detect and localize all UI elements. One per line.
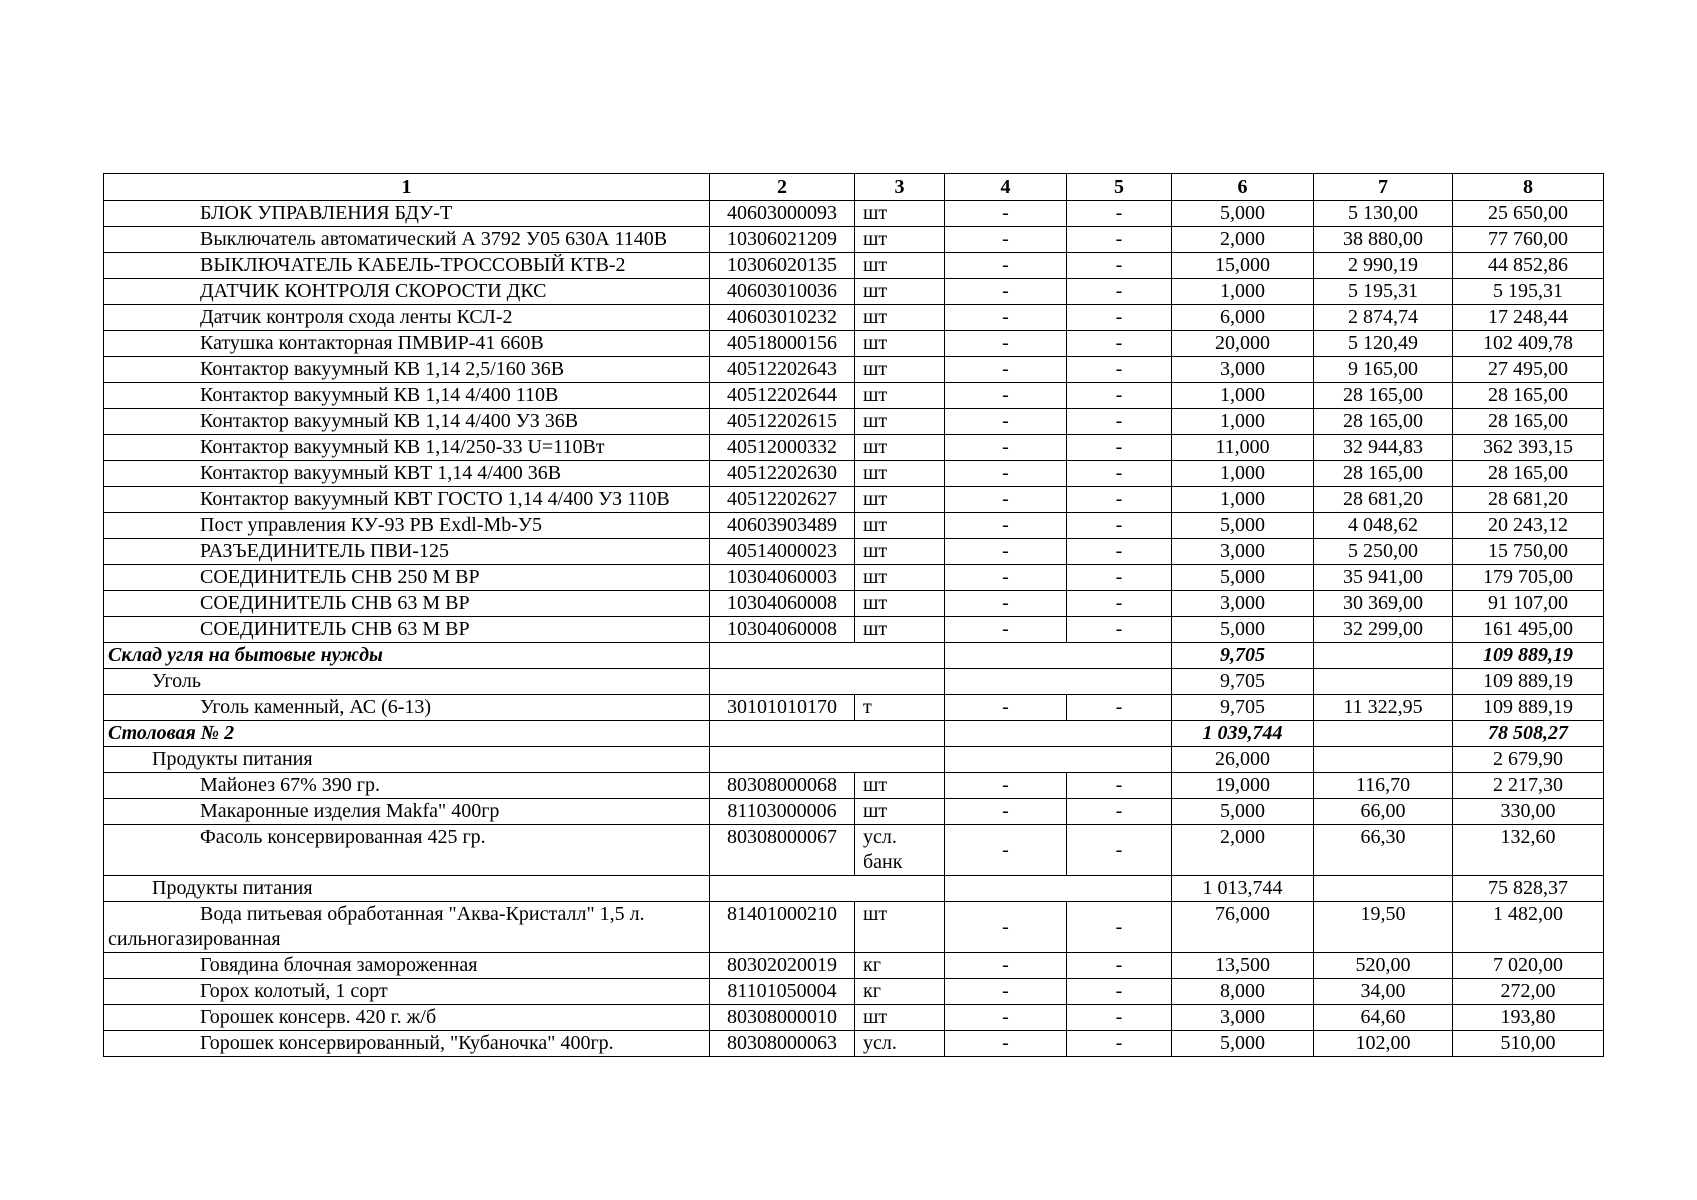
item-quantity: 3,000: [1172, 591, 1314, 617]
item-col4: -: [945, 591, 1067, 617]
item-sum: 17 248,44: [1453, 305, 1604, 331]
group-row: [104, 669, 1604, 695]
item-price: 9 165,00: [1314, 357, 1453, 383]
inventory-table: [103, 173, 1604, 1057]
item-col5: -: [1067, 953, 1172, 979]
group-row: [104, 876, 1604, 902]
item-price: 28 165,00: [1314, 383, 1453, 409]
item-col4: -: [945, 1005, 1067, 1031]
item-col4: -: [945, 331, 1067, 357]
table-row: [104, 953, 1604, 979]
item-col4: -: [945, 383, 1067, 409]
group-title: Продукты питания: [104, 747, 710, 773]
item-sum: 44 852,86: [1453, 253, 1604, 279]
item-price: 66,30: [1314, 825, 1453, 876]
item-col5: -: [1067, 383, 1172, 409]
item-name: БЛОК УПРАВЛЕНИЯ БДУ-Т: [104, 201, 710, 227]
table-row: [104, 617, 1604, 643]
item-name: Макаронные изделия Makfa" 400гр: [104, 799, 710, 825]
item-quantity: 2,000: [1172, 227, 1314, 253]
column-header: 2: [710, 174, 855, 201]
item-price: 66,00: [1314, 799, 1453, 825]
item-quantity: 1,000: [1172, 487, 1314, 513]
item-name: ДАТЧИК КОНТРОЛЯ СКОРОСТИ ДКС: [104, 279, 710, 305]
item-col5: -: [1067, 565, 1172, 591]
item-name: Катушка контакторная ПМВИР-41 660В: [104, 331, 710, 357]
table-row: [104, 1005, 1604, 1031]
item-unit: шт: [855, 461, 945, 487]
section-sum: 109 889,19: [1453, 643, 1604, 669]
item-name: Контактор вакуумный КВ 1,14 4/400 УЗ 36В: [104, 409, 710, 435]
item-col5: -: [1067, 1031, 1172, 1057]
column-header: 4: [945, 174, 1067, 201]
item-unit: т: [855, 695, 945, 721]
item-name: Уголь каменный, АС (6-13): [104, 695, 710, 721]
item-sum: 161 495,00: [1453, 617, 1604, 643]
item-code: 40603903489: [710, 513, 855, 539]
group-row: [104, 747, 1604, 773]
item-quantity: 5,000: [1172, 513, 1314, 539]
item-price: 19,50: [1314, 902, 1453, 953]
item-code: 40603010232: [710, 305, 855, 331]
item-unit: шт: [855, 773, 945, 799]
table-row: [104, 279, 1604, 305]
item-col4: -: [945, 435, 1067, 461]
item-price: 5 120,49: [1314, 331, 1453, 357]
item-col5: -: [1067, 695, 1172, 721]
item-col5: -: [1067, 979, 1172, 1005]
table-row: [104, 201, 1604, 227]
item-col5: -: [1067, 331, 1172, 357]
item-name: Майонез 67% 390 гр.: [104, 773, 710, 799]
empty-cell: [710, 643, 945, 669]
group-sum: 109 889,19: [1453, 669, 1604, 695]
item-col4: -: [945, 305, 1067, 331]
item-col5: -: [1067, 487, 1172, 513]
item-unit: шт: [855, 201, 945, 227]
column-header: 5: [1067, 174, 1172, 201]
item-col4: -: [945, 799, 1067, 825]
item-name: Датчик контроля схода ленты КСЛ-2: [104, 305, 710, 331]
item-col4: -: [945, 461, 1067, 487]
table-row: [104, 253, 1604, 279]
item-code: 40512202615: [710, 409, 855, 435]
item-quantity: 5,000: [1172, 799, 1314, 825]
item-code: 10304060008: [710, 617, 855, 643]
item-quantity: 3,000: [1172, 1005, 1314, 1031]
item-quantity: 9,705: [1172, 695, 1314, 721]
item-quantity: 20,000: [1172, 331, 1314, 357]
item-col4: -: [945, 902, 1067, 953]
item-name: Контактор вакуумный КВ 1,14/250-33 U=110Вт: [104, 435, 710, 461]
item-price: 32 299,00: [1314, 617, 1453, 643]
table-row: [104, 487, 1604, 513]
empty-cell: [945, 747, 1172, 773]
table-row: [104, 825, 1604, 876]
item-price: 5 250,00: [1314, 539, 1453, 565]
item-col5: -: [1067, 539, 1172, 565]
item-col5: -: [1067, 513, 1172, 539]
item-name: Горошек консервированный, "Кубаночка" 400гр.: [104, 1031, 710, 1057]
item-sum: 5 195,31: [1453, 279, 1604, 305]
item-name: Пост управления КУ-93 РВ Exdl-Mb-У5: [104, 513, 710, 539]
item-price: 11 322,95: [1314, 695, 1453, 721]
empty-cell: [710, 747, 945, 773]
item-col5: -: [1067, 305, 1172, 331]
item-sum: 28 165,00: [1453, 461, 1604, 487]
item-code: 80308000067: [710, 825, 855, 876]
table-row: [104, 383, 1604, 409]
empty-cell: [710, 721, 945, 747]
item-code: 40603010036: [710, 279, 855, 305]
empty-cell: [945, 643, 1172, 669]
item-price: 116,70: [1314, 773, 1453, 799]
item-unit: усл. банк: [855, 825, 945, 876]
item-quantity: 5,000: [1172, 565, 1314, 591]
item-col4: -: [945, 565, 1067, 591]
item-name: Горох колотый, 1 сорт: [104, 979, 710, 1005]
item-unit: шт: [855, 409, 945, 435]
item-col4: -: [945, 539, 1067, 565]
item-quantity: 76,000: [1172, 902, 1314, 953]
empty-cell: [1314, 669, 1453, 695]
section-row: [104, 643, 1604, 669]
item-sum: 15 750,00: [1453, 539, 1604, 565]
item-unit: шт: [855, 1005, 945, 1031]
item-unit: шт: [855, 305, 945, 331]
item-price: 38 880,00: [1314, 227, 1453, 253]
item-col4: -: [945, 695, 1067, 721]
item-code: 10306020135: [710, 253, 855, 279]
item-price: 35 941,00: [1314, 565, 1453, 591]
group-sum: 75 828,37: [1453, 876, 1604, 902]
item-price: 32 944,83: [1314, 435, 1453, 461]
section-title: Столовая № 2: [104, 721, 710, 747]
item-unit: шт: [855, 435, 945, 461]
item-col4: -: [945, 227, 1067, 253]
item-col4: -: [945, 409, 1067, 435]
table-header-row: [104, 174, 1604, 201]
item-name: Фасоль консервированная 425 гр.: [104, 825, 710, 876]
item-code: 80308000063: [710, 1031, 855, 1057]
table-row: [104, 1031, 1604, 1057]
item-code: 80302020019: [710, 953, 855, 979]
item-unit: шт: [855, 539, 945, 565]
item-col4: -: [945, 201, 1067, 227]
item-price: 64,60: [1314, 1005, 1453, 1031]
item-code: 30101010170: [710, 695, 855, 721]
item-quantity: 3,000: [1172, 357, 1314, 383]
item-name: Горошек консерв. 420 г. ж/б: [104, 1005, 710, 1031]
item-price: 28 165,00: [1314, 409, 1453, 435]
table-row: [104, 773, 1604, 799]
item-name: СОЕДИНИТЕЛЬ СНВ 63 М ВР: [104, 617, 710, 643]
item-unit: кг: [855, 979, 945, 1005]
item-unit: шт: [855, 331, 945, 357]
item-name: Контактор вакуумный КВТ 1,14 4/400 36В: [104, 461, 710, 487]
item-quantity: 19,000: [1172, 773, 1314, 799]
item-col4: -: [945, 825, 1067, 876]
item-col5: -: [1067, 902, 1172, 953]
item-code: 40512202643: [710, 357, 855, 383]
section-sum: 78 508,27: [1453, 721, 1604, 747]
item-sum: 28 681,20: [1453, 487, 1604, 513]
empty-cell: [1314, 747, 1453, 773]
group-quantity: 9,705: [1172, 669, 1314, 695]
item-code: 81103000006: [710, 799, 855, 825]
empty-cell: [710, 876, 945, 902]
item-quantity: 5,000: [1172, 1031, 1314, 1057]
item-col5: -: [1067, 227, 1172, 253]
item-name: Контактор вакуумный КВ 1,14 2,5/160 36В: [104, 357, 710, 383]
item-quantity: 13,500: [1172, 953, 1314, 979]
item-unit: шт: [855, 565, 945, 591]
item-unit: шт: [855, 591, 945, 617]
item-code: 81101050004: [710, 979, 855, 1005]
item-unit: шт: [855, 513, 945, 539]
item-unit: шт: [855, 799, 945, 825]
item-sum: 102 409,78: [1453, 331, 1604, 357]
empty-cell: [945, 669, 1172, 695]
item-quantity: 11,000: [1172, 435, 1314, 461]
table-row: [104, 979, 1604, 1005]
item-sum: 1 482,00: [1453, 902, 1604, 953]
item-code: 10304060008: [710, 591, 855, 617]
item-sum: 179 705,00: [1453, 565, 1604, 591]
item-col4: -: [945, 953, 1067, 979]
table-row: [104, 513, 1604, 539]
item-col4: -: [945, 617, 1067, 643]
item-price: 102,00: [1314, 1031, 1453, 1057]
group-title: Уголь: [104, 669, 710, 695]
item-name: Контактор вакуумный КВТ ГОСТО 1,14 4/400 УЗ 110В: [104, 487, 710, 513]
group-quantity: 1 013,744: [1172, 876, 1314, 902]
table-row: [104, 539, 1604, 565]
item-code: 40512202644: [710, 383, 855, 409]
item-col5: -: [1067, 461, 1172, 487]
section-title: Склад угля на бытовые нужды: [104, 643, 710, 669]
table-row: [104, 227, 1604, 253]
item-quantity: 1,000: [1172, 461, 1314, 487]
item-quantity: 5,000: [1172, 617, 1314, 643]
item-name: Контактор вакуумный КВ 1,14 4/400 110В: [104, 383, 710, 409]
empty-cell: [1314, 721, 1453, 747]
item-sum: 132,60: [1453, 825, 1604, 876]
item-sum: 2 217,30: [1453, 773, 1604, 799]
group-title: Продукты питания: [104, 876, 710, 902]
item-price: 5 195,31: [1314, 279, 1453, 305]
item-name: Вода питьевая обработанная "Аква-Кристалл" 1,5 л. сильногазированная: [104, 902, 710, 953]
item-col5: -: [1067, 279, 1172, 305]
item-quantity: 8,000: [1172, 979, 1314, 1005]
item-name: СОЕДИНИТЕЛЬ СНВ 250 М ВР: [104, 565, 710, 591]
item-code: 80308000010: [710, 1005, 855, 1031]
item-col5: -: [1067, 591, 1172, 617]
item-code: 40603000093: [710, 201, 855, 227]
section-row: [104, 721, 1604, 747]
item-unit: шт: [855, 617, 945, 643]
item-sum: 20 243,12: [1453, 513, 1604, 539]
item-col4: -: [945, 979, 1067, 1005]
item-unit: шт: [855, 902, 945, 953]
item-quantity: 1,000: [1172, 383, 1314, 409]
table-row: [104, 461, 1604, 487]
table-row: [104, 565, 1604, 591]
item-price: 30 369,00: [1314, 591, 1453, 617]
item-col4: -: [945, 773, 1067, 799]
item-col5: -: [1067, 773, 1172, 799]
item-unit: шт: [855, 383, 945, 409]
item-code: 40514000023: [710, 539, 855, 565]
item-code: 10306021209: [710, 227, 855, 253]
item-sum: 91 107,00: [1453, 591, 1604, 617]
item-col5: -: [1067, 617, 1172, 643]
empty-cell: [1314, 876, 1453, 902]
item-col5: -: [1067, 825, 1172, 876]
item-sum: 28 165,00: [1453, 409, 1604, 435]
item-quantity: 15,000: [1172, 253, 1314, 279]
item-sum: 25 650,00: [1453, 201, 1604, 227]
item-price: 2 990,19: [1314, 253, 1453, 279]
item-col4: -: [945, 253, 1067, 279]
group-quantity: 26,000: [1172, 747, 1314, 773]
item-quantity: 6,000: [1172, 305, 1314, 331]
empty-cell: [945, 721, 1172, 747]
item-name: СОЕДИНИТЕЛЬ СНВ 63 М ВР: [104, 591, 710, 617]
table-row: [104, 591, 1604, 617]
item-code: 10304060003: [710, 565, 855, 591]
item-quantity: 3,000: [1172, 539, 1314, 565]
item-code: 40518000156: [710, 331, 855, 357]
item-col5: -: [1067, 799, 1172, 825]
item-col5: -: [1067, 1005, 1172, 1031]
table-row: [104, 902, 1604, 953]
column-header: 3: [855, 174, 945, 201]
table-row: [104, 357, 1604, 383]
group-sum: 2 679,90: [1453, 747, 1604, 773]
item-sum: 28 165,00: [1453, 383, 1604, 409]
column-header: 6: [1172, 174, 1314, 201]
item-code: 40512202627: [710, 487, 855, 513]
item-unit: шт: [855, 487, 945, 513]
item-col5: -: [1067, 435, 1172, 461]
item-code: 40512000332: [710, 435, 855, 461]
item-unit: шт: [855, 253, 945, 279]
column-header: 1: [104, 174, 710, 201]
column-header: 7: [1314, 174, 1453, 201]
item-code: 80308000068: [710, 773, 855, 799]
item-unit: кг: [855, 953, 945, 979]
table-row: [104, 305, 1604, 331]
item-code: 40512202630: [710, 461, 855, 487]
item-price: 28 681,20: [1314, 487, 1453, 513]
item-unit: шт: [855, 357, 945, 383]
item-name: Говядина блочная замороженная: [104, 953, 710, 979]
empty-cell: [945, 876, 1172, 902]
item-sum: 272,00: [1453, 979, 1604, 1005]
item-unit: усл.: [855, 1031, 945, 1057]
item-price: 34,00: [1314, 979, 1453, 1005]
item-price: 520,00: [1314, 953, 1453, 979]
item-sum: 362 393,15: [1453, 435, 1604, 461]
table-row: [104, 799, 1604, 825]
item-price: 5 130,00: [1314, 201, 1453, 227]
column-header: 8: [1453, 174, 1604, 201]
empty-cell: [710, 669, 945, 695]
item-col4: -: [945, 1031, 1067, 1057]
item-quantity: 1,000: [1172, 279, 1314, 305]
item-price: 4 048,62: [1314, 513, 1453, 539]
item-col5: -: [1067, 253, 1172, 279]
table-row: [104, 331, 1604, 357]
item-sum: 510,00: [1453, 1031, 1604, 1057]
item-quantity: 2,000: [1172, 825, 1314, 876]
section-quantity: 9,705: [1172, 643, 1314, 669]
item-col4: -: [945, 513, 1067, 539]
item-quantity: 1,000: [1172, 409, 1314, 435]
item-col5: -: [1067, 357, 1172, 383]
item-sum: 77 760,00: [1453, 227, 1604, 253]
item-sum: 330,00: [1453, 799, 1604, 825]
item-col4: -: [945, 357, 1067, 383]
item-unit: шт: [855, 279, 945, 305]
item-quantity: 5,000: [1172, 201, 1314, 227]
item-name: ВЫКЛЮЧАТЕЛЬ КАБЕЛЬ-ТРОССОВЫЙ КТВ-2: [104, 253, 710, 279]
item-col4: -: [945, 279, 1067, 305]
item-name: Выключатель автоматический А 3792 У05 630А 1140В: [104, 227, 710, 253]
item-name: РАЗЪЕДИНИТЕЛЬ ПВИ-125: [104, 539, 710, 565]
item-price: 28 165,00: [1314, 461, 1453, 487]
section-quantity: 1 039,744: [1172, 721, 1314, 747]
item-sum: 193,80: [1453, 1005, 1604, 1031]
table-row: [104, 409, 1604, 435]
table-row: [104, 435, 1604, 461]
item-sum: 7 020,00: [1453, 953, 1604, 979]
item-unit: шт: [855, 227, 945, 253]
item-col5: -: [1067, 409, 1172, 435]
item-sum: 27 495,00: [1453, 357, 1604, 383]
table-row: [104, 695, 1604, 721]
empty-cell: [1314, 643, 1453, 669]
item-price: 2 874,74: [1314, 305, 1453, 331]
item-sum: 109 889,19: [1453, 695, 1604, 721]
item-col5: -: [1067, 201, 1172, 227]
item-col4: -: [945, 487, 1067, 513]
item-code: 81401000210: [710, 902, 855, 953]
